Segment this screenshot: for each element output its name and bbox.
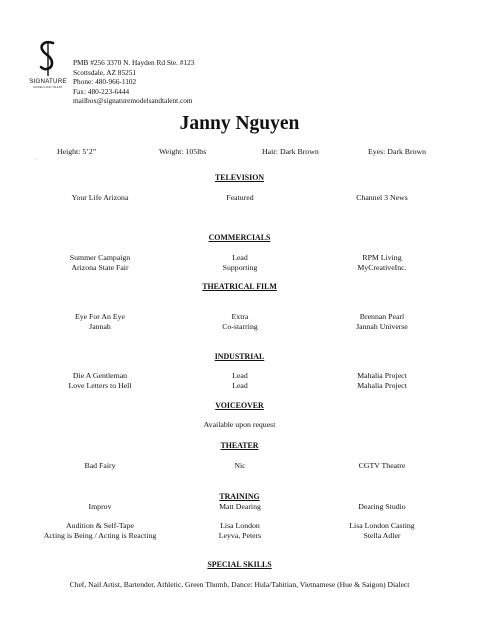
training-course: Audition & Self-Tape [66,521,134,530]
agency-address-line: PMB #256 3370 N. Hayden Rd Ste. #123 [73,58,195,67]
credit-company: Jannah Universe [356,322,408,331]
credit-company: CGTV Theatre [358,461,406,470]
agency-logo [26,40,70,102]
credit-project: Jannah [89,322,111,331]
stray-mark: . [35,157,37,162]
credit-role: Lead [232,381,248,390]
special-skills-list: Chef, Nail Artist, Bartender, Athletic, Green Thumb, Dance: Hula/Tahitian, Vietnamese (Hue & Saigon) Dialect [69,580,410,589]
credit-company: Mahalia Project [357,371,407,380]
credit-project: Love Letters to Hell [68,381,132,390]
logo-tagline: MODELS AND TALENT [33,86,63,89]
training-instructor: Matt Dearing [219,502,261,511]
agency-email: mailbox@signaturemodelsandtalent.com [73,96,193,105]
credit-company: Brennan Pearl [359,312,405,321]
agency-contact-block [73,58,194,106]
training-school: Lisa London Casting [349,521,415,530]
stat-hair: Hair: Dark Brown [262,147,319,156]
training-instructor: Lisa London [220,521,260,530]
credit-role: Lead [232,371,248,380]
credit-role: Extra [231,312,249,321]
credit-project: Your Life Arizona [71,193,129,202]
logo-wordmark: SIGNATURE [29,78,67,85]
credit-role: Lead [232,253,248,262]
section-title-special-skills: SPECIAL SKILLS [207,560,272,569]
credit-project: Summer Campaign [69,253,131,262]
credit-project: Eye For An Eye [74,312,126,321]
section-title-voiceover: VOICEOVER [215,401,264,410]
stat-weight: Weight: 105lbs [159,147,207,156]
stat-height: Height: 5’2” [57,147,97,156]
training-course: Improv [88,502,112,511]
credit-company: Channel 3 News [356,193,408,202]
credit-role: Co-starring [222,322,258,331]
credit-project: Arizona State Fair [71,263,129,272]
credit-project: Bad Fairy [84,461,116,470]
training-instructor: Leyva, Peters [218,531,262,540]
credit-project: Die A Gentleman [72,371,128,380]
credit-role: Supporting [222,263,258,272]
talent-name: Janny Nguyen [179,113,300,134]
stat-eyes: Eyes: Dark Brown [368,147,427,156]
section-title-training: TRAINING [219,492,260,501]
training-school: Stella Adler [363,531,401,540]
credit-company: RPM Living [362,253,402,262]
section-title-theatrical-film: THEATRICAL FILM [202,282,277,291]
credit-role: Featured [226,193,254,202]
training-course: Acting is Being / Acting is Reacting [43,531,157,540]
section-title-industrial: INDUSTRIAL [214,352,265,361]
credit-company: Mahalia Project [357,381,407,390]
agency-fax: Fax: 480-223-6444 [73,86,130,96]
agency-city-line: Scottsdale, AZ 85251 [73,67,137,77]
section-title-commercials: COMMERCIALS [208,233,271,242]
section-title-theater: THEATER [220,441,259,450]
section-title-television: TELEVISION [214,173,265,182]
credit-company: MyCreativeInc. [357,263,407,272]
voiceover-availability: Available upon request [203,420,276,429]
credit-role: Nic [234,461,246,470]
signature-s-logo-icon [26,40,70,78]
training-school: Dearing Studio [358,502,406,511]
agency-phone: Phone: 480-966-1102 [73,77,137,86]
